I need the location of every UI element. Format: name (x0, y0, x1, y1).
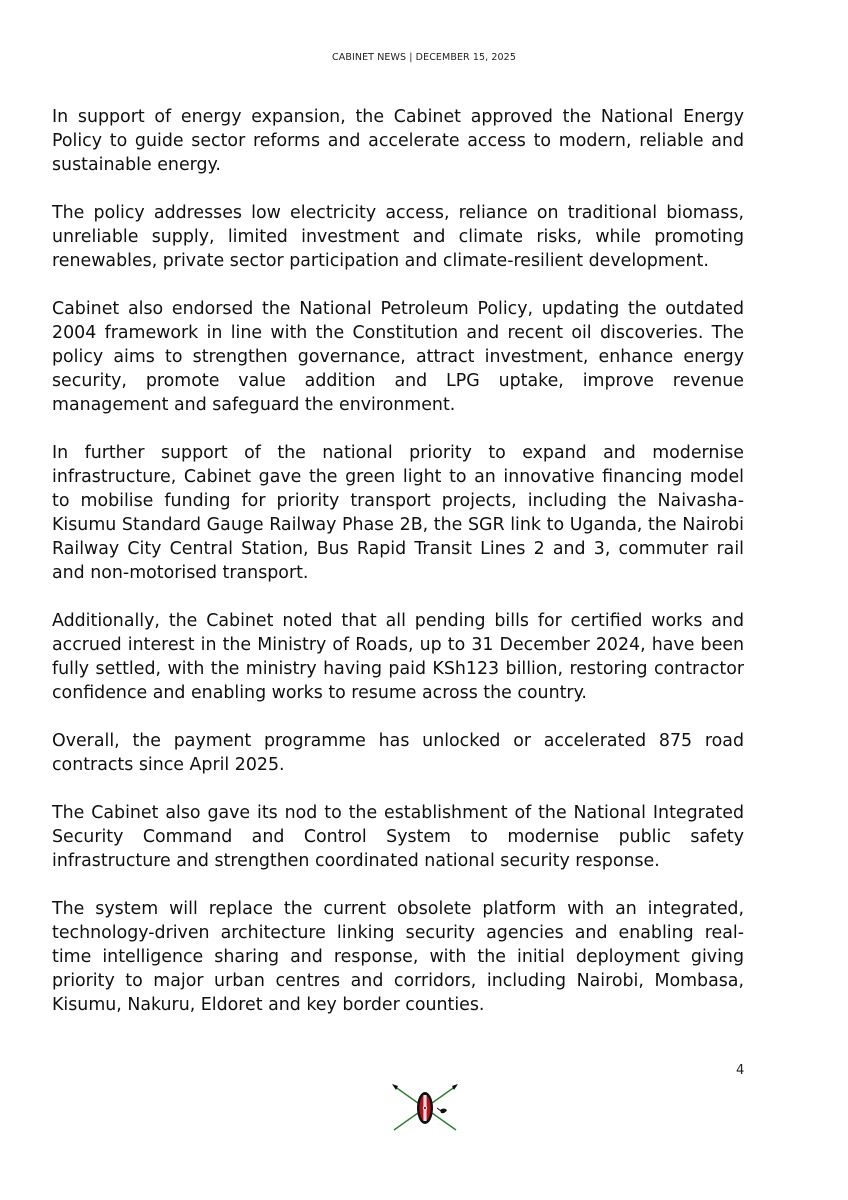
paragraph-road-contracts: Overall, the payment programme has unlocked or accelerated 875 road contracts since April 2025. (52, 731, 744, 775)
paragraph-security-system-details: The system will replace the current obsolete platform with an integrated, technology-driven architecture linking security agencies and enabling real-time intelligence sharing and response, with the initial deployment giving priority to major urban centres and corridors, including Nairobi, Mombasa, Kisumu, Nakuru, Eldoret and key border counties. (52, 899, 744, 1015)
paragraph-pending-bills: Additionally, the Cabinet noted that all pending bills for certified works and accrued interest in the Ministry of Roads, up to 31 December 2024, have been fully settled, with the ministry having paid KSh123 billion, restoring contractor confidence and enabling works to resume across the country. (52, 611, 744, 703)
paragraph-security-system: The Cabinet also gave its nod to the establishment of the National Integrated Security Command and Control System to modernise public safety infrastructure and strengthen coordinated national security response. (52, 803, 744, 871)
document-body (52, 105, 744, 1041)
document-header: CABINET NEWS | DECEMBER 15, 2025 (332, 52, 516, 63)
paragraph-energy-policy: In support of energy expansion, the Cabinet approved the National Energy Policy to guide sector reforms and accelerate access to modern, reliable and sustainable energy. (52, 107, 744, 175)
page-number: 4 (736, 1063, 745, 1078)
kenya-shield-spears-emblem-icon (390, 1082, 460, 1132)
paragraph-transport-financing: In further support of the national priority to expand and modernise infrastructure, Cabinet gave the green light to an innovative financing model to mobilise funding for priority transport projects, including the Naivasha-Kisumu Standard Gauge Railway Phase 2B, the SGR link to Uganda, the Nairobi Railway City Central Station, Bus Rapid Transit Lines 2 and 3, commuter rail and non-motorised transport. (52, 443, 744, 583)
paragraph-petroleum-policy: Cabinet also endorsed the National Petroleum Policy, updating the outdated 2004 framework in line with the Constitution and recent oil discoveries. The policy aims to strengthen governance, attract investment, enhance energy security, promote value addition and LPG uptake, improve revenue management and safeguard the environment. (52, 299, 744, 415)
paragraph-energy-policy-details: The policy addresses low electricity access, reliance on traditional biomass, unreliable supply, limited investment and climate risks, while promoting renewables, private sector participation and climate-resilient development. (52, 203, 744, 271)
